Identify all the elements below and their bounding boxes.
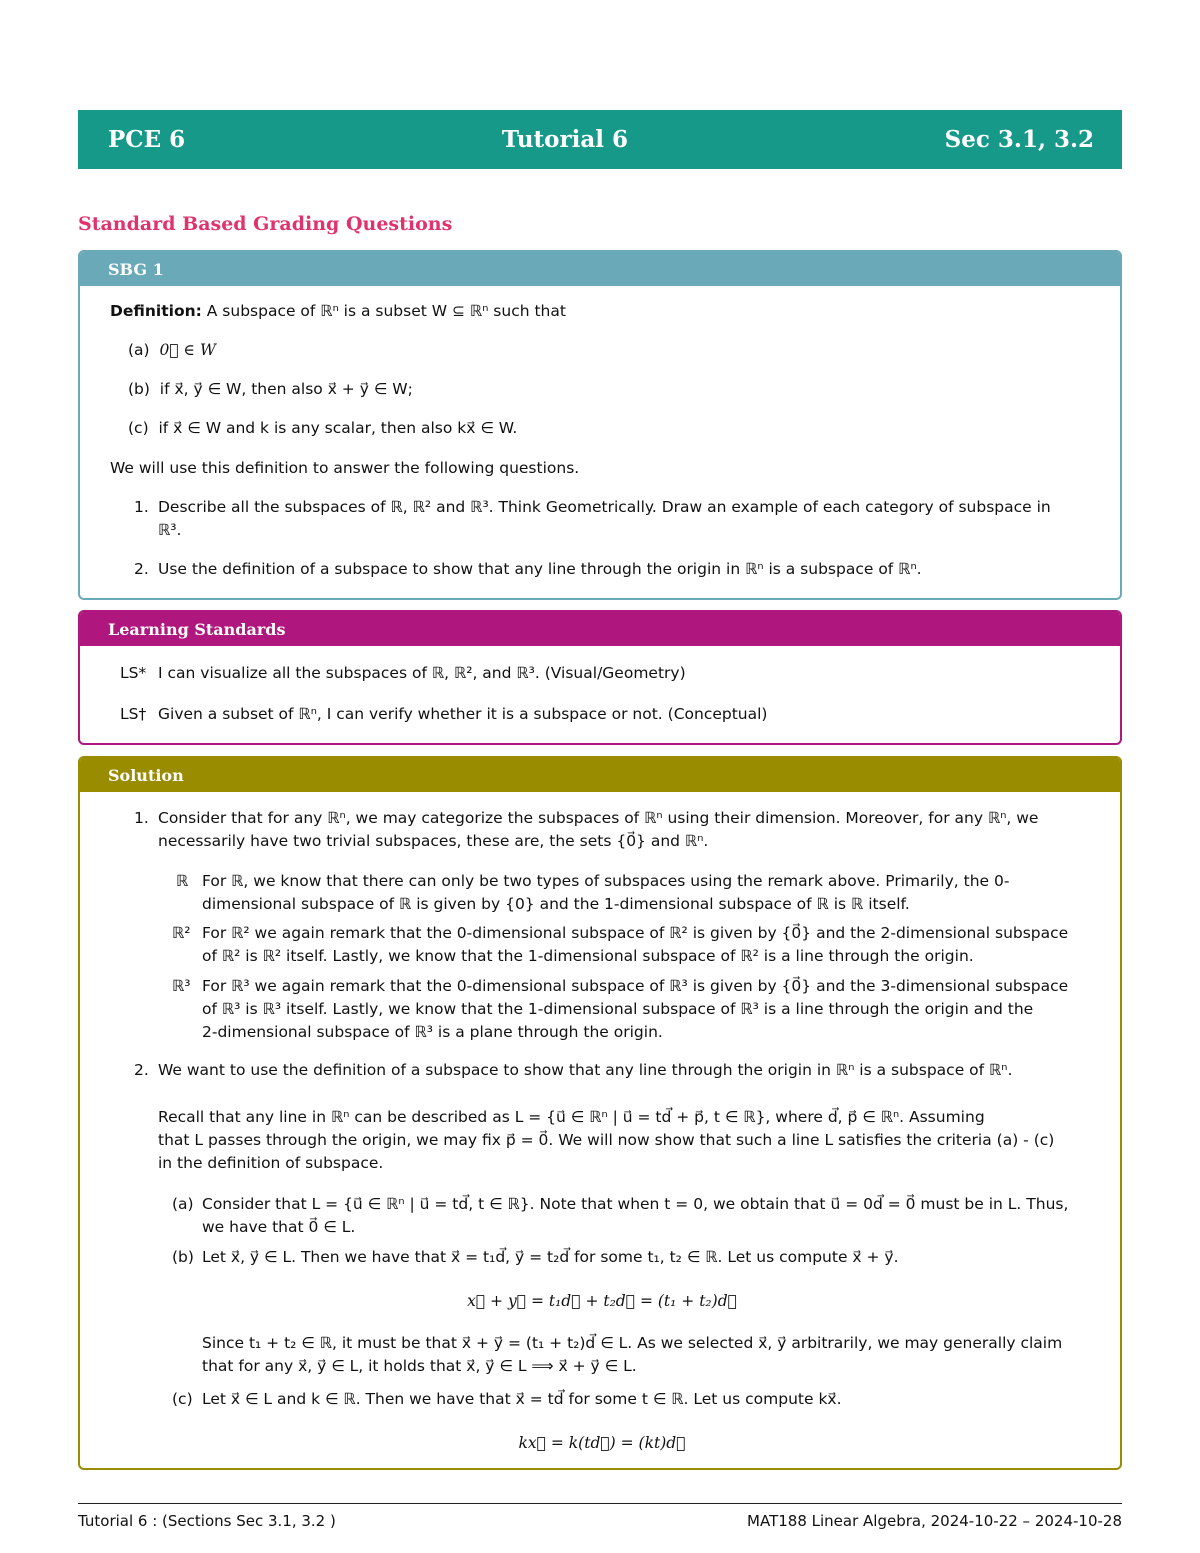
sbg-box [78,250,1122,600]
case-r-text: For ℝ, we know that there can only be two types of subspaces using the remark above. Primarily, the 0- dimensional subspace of ℝ is given by {0} and the 1-dimensional subspace of ℝ is ℝ itself. [202,872,1010,913]
case-r2-label: ℝ² [172,924,191,942]
part-b-text: Let x⃗, y⃗ ∈ L. Then we have that x⃗ = t₁d⃗, y⃗ = t₂d⃗ for some t₁, t₂ ∈ ℝ. Let us compute x⃗ + y⃗. [202,1248,899,1266]
case-r3-text: For ℝ³ we again remark that the 0-dimensional subspace of ℝ³ is given by {0⃗} and the 3-dimensional subspace of ℝ³ is ℝ³ itself. Lastly, we know that the 1-dimensional subspace of ℝ³ is a line through the origin and the 2-dimensional subspace of ℝ³ is a plane through the origin. [202,977,1069,1041]
solution-box [78,756,1122,1470]
ls-2-text: Given a subset of ℝⁿ, I can verify whether it is a subspace or not. (Conceptual) [158,705,768,723]
part-b-after: Since t₁ + t₂ ∈ ℝ, it must be that x⃗ + y⃗ = (t₁ + t₂)d⃗ ∈ L. As we selected x⃗, y⃗ arbitrarily, we may generally claim that for any x⃗, y⃗ ∈ L, it holds that x⃗, y⃗ ∈ L ⟹ x⃗ + y⃗ ∈ L. [202,1334,1063,1375]
solution-title: Solution [80,758,1120,792]
sbg-title: SBG 1 [80,252,1120,286]
sbg-intro: We will use this definition to answer the following questions. [110,459,580,477]
part-c-text: Let x⃗ ∈ L and k ∈ ℝ. Then we have that x⃗ = td⃗ for some t ∈ ℝ. Let us compute kx⃗. [202,1390,842,1408]
footer-left: Tutorial 6 : (Sections Sec 3.1, 3.2 ) [78,1512,336,1530]
learning-standards-box [78,610,1122,745]
condition-a: (a) 0⃗ ∈ W [128,341,216,359]
header-right: Sec 3.1, 3.2 [944,126,1094,153]
case-r-label: ℝ [176,872,189,890]
case-r3-label: ℝ³ [172,977,191,995]
definition-label: Definition: [110,302,202,320]
question-2-num: 2. [134,560,149,578]
part-c-equation: kx⃗ = k(td⃗) = (kt)d⃗ [518,1434,686,1452]
solution-1-text: Consider that for any ℝⁿ, we may categorize the subspaces of ℝⁿ using their dimension. Moreover, for any ℝⁿ, we necessarily have two trivial subspaces, these are, the sets {0⃗} and ℝⁿ. [158,809,1039,850]
definition-text: A subspace of ℝⁿ is a subset W ⊆ ℝⁿ such that [206,302,566,320]
solution-2-recall: Recall that any line in ℝⁿ can be described as L = {u⃗ ∈ ℝⁿ | u⃗ = td⃗ + p⃗, t ∈ ℝ}, where d⃗, p⃗ ∈ ℝⁿ. Assuming that L passes through the origin, we may fix p⃗ = 0⃗. We will now show that such a line L satisfies the criteria (a) - (c) in the definition of subspace. [158,1108,1055,1172]
question-2: Use the definition of a subspace to show that any line through the origin in ℝⁿ is a subspace of ℝⁿ. [158,560,922,578]
condition-b: (b) if x⃗, y⃗ ∈ W, then also x⃗ + y⃗ ∈ W; [128,380,413,398]
footer-rule [78,1503,1122,1504]
part-b-equation: x⃗ + y⃗ = t₁d⃗ + t₂d⃗ = (t₁ + t₂)d⃗ [467,1292,737,1310]
solution-2-text: We want to use the definition of a subspace to show that any line through the origin in ℝⁿ is a subspace of ℝⁿ. [158,1061,1013,1079]
definition [110,300,566,323]
case-r2-text: For ℝ² we again remark that the 0-dimensional subspace of ℝ² is given by {0⃗} and the 2-dimensional subspace of ℝ² is ℝ² itself. Lastly, we know that the 1-dimensional subspace of ℝ² is a line through the origin. [202,924,1069,965]
part-a-text: Consider that L = {u⃗ ∈ ℝⁿ | u⃗ = td⃗, t ∈ ℝ}. Note that when t = 0, we obtain that u⃗ = 0d⃗ = 0⃗ must be in L. Thus, we have that 0⃗ ∈ L. [202,1195,1069,1236]
footer-right: MAT188 Linear Algebra, 2024-10-22 – 2024-10-28 [747,1512,1122,1530]
part-b-label: (b) [172,1248,194,1266]
ls-2-label: LS† [120,705,147,723]
learning-standards-title: Learning Standards [80,612,1120,646]
ls-1-text: I can visualize all the subspaces of ℝ, ℝ², and ℝ³. (Visual/Geometry) [158,664,686,682]
section-title: Standard Based Grading Questions [78,213,453,235]
part-c-label: (c) [172,1390,193,1408]
part-a-label: (a) [172,1195,194,1213]
header-center: Tutorial 6 [501,126,629,153]
ls-1-label: LS* [120,664,147,682]
condition-c: (c) if x⃗ ∈ W and k is any scalar, then also kx⃗ ∈ W. [128,419,518,437]
question-1: Describe all the subspaces of ℝ, ℝ² and ℝ³. Think Geometrically. Draw an example of each category of subspace in ℝ³. [158,498,1051,539]
solution-1-num: 1. [134,809,149,827]
header-left: PCE 6 [108,126,186,153]
question-1-num: 1. [134,498,149,516]
header-bar [78,110,1122,169]
solution-2-num: 2. [134,1061,149,1079]
